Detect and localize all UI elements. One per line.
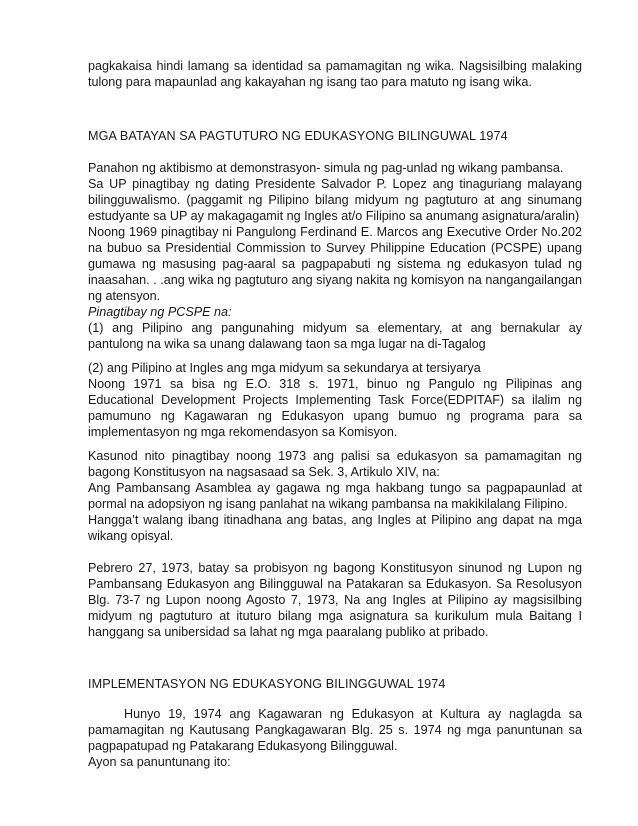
intro-paragraph: pagkakaisa hindi lamang sa identidad sa pamamagitan ng wika. Nagsisilbing malaking tulong para mapaunlad ang kakayahan ng isang tao para matuto ng isang wika. — [88, 59, 582, 90]
section-heading-implementasyon: IMPLEMENTASYON NG EDUKASYONG BILINGGUWAL 1974 — [88, 677, 446, 691]
paragraph-aktibismo: Panahon ng aktibismo at demonstrasyon- simula ng pag-unlad ng wikang pambansa. — [88, 161, 564, 175]
pcspe-item-2: (2) ang Pilipino at Ingles ang mga midyum sa sekundarya at tersiyarya — [88, 361, 481, 375]
pcspe-subheading: Pinagtibay ng PCSPE na: — [88, 305, 232, 319]
section-heading-batayan: MGA BATAYAN SA PAGTUTURO NG EDUKASYONG BILINGUWAL 1974 — [88, 129, 508, 143]
paragraph-ayon-sa: Ayon sa panuntunang ito: — [88, 755, 231, 769]
paragraph-pebrero-1973: Pebrero 27, 1973, batay sa probisyon ng bagong Konstitusyon sinunod ng Lupon ng Pambansang Edukasyon ang Bilingguwal na Patakaran sa Edukasyon. Sa Resolusyon Blg. 73-7 ng Lupon noong Agosto 7, 1973, Na ang Ingles at Pilipino ay magsisilbing midyum ng pagtuturo at ituturo bilang mga asignatura sa kurikulum mula Baitang I hanggang sa unibersidad sa lahat ng mga paaralang publiko at pribado. — [88, 561, 582, 640]
paragraph-edpitaf: Noong 1971 sa bisa ng E.O. 318 s. 1971, binuo ng Pangulo ng Pilipinas ang Educational Development Projects Implementing Task Force(EDPITAF) sa ilalim ng pamumuno ng Kagawaran ng Edukasyon upang bumuo ng programa para sa implementasyon ng mga rekomendasyon sa Komisyon. — [88, 377, 582, 440]
paragraph-asamblea: Ang Pambansang Asamblea ay gagawa ng mga hakbang tungo sa pagpapaunlad at pormal na adopsiyon ng isang panlahat na wikang pambansa na makikilalang Filipino. — [88, 481, 582, 512]
pcspe-item-1: (1) ang Pilipino ang pangunahing midyum sa elementary, at ang bernakular ay pantulong na wika sa unang dalawang taon sa mga lugar na di-Tagalog — [88, 321, 582, 352]
paragraph-konstitusyon: Kasunod nito pinagtibay noong 1973 ang palisi sa edukasyon sa pamamagitan ng bagong Konstitusyon na nagsasaad sa Sek. 3, Artikulo XIV, na: — [88, 449, 582, 480]
paragraph-up-bilingguwalismo: Sa UP pinagtibay ng dating Presidente Salvador P. Lopez ang tinaguriang malayang bilingguwalismo. (paggamit ng Pilipino bilang midyum ng pagtuturo at ang sinumang estudyante sa UP ay makagagamit ng Ingles at/o Filipino sa anumang asignatura/aralin) — [88, 177, 582, 224]
paragraph-pcspe: Noong 1969 pinagtibay ni Pangulong Ferdinand E. Marcos ang Executive Order No.202 na bubuo sa Presidential Commission to Survey Philippine Education (PCSPE) upang gumawa ng masusing pag-aaral sa pagpapabuti ng sistema ng edukasyon tulad ng inaasahan. . .ang wika ng pagtuturo ang siyang nakita ng komisyon na nangangailangan ng atensyon. — [88, 225, 582, 304]
paragraph-wikang-opisyal: Hangga’t walang ibang itinadhana ang batas, ang Ingles at Pilipino ang dapat na mga wikang opisyal. — [88, 513, 582, 544]
paragraph-hunyo-1974: Hunyo 19, 1974 ang Kagawaran ng Edukasyon at Kultura ay naglagda sa pamamagitan ng Kautusang Pangkagawaran Blg. 25 s. 1974 ng mga panuntunan sa pagpapatupad ng Patakarang Edukasyong Bilingguwal. — [88, 707, 582, 754]
